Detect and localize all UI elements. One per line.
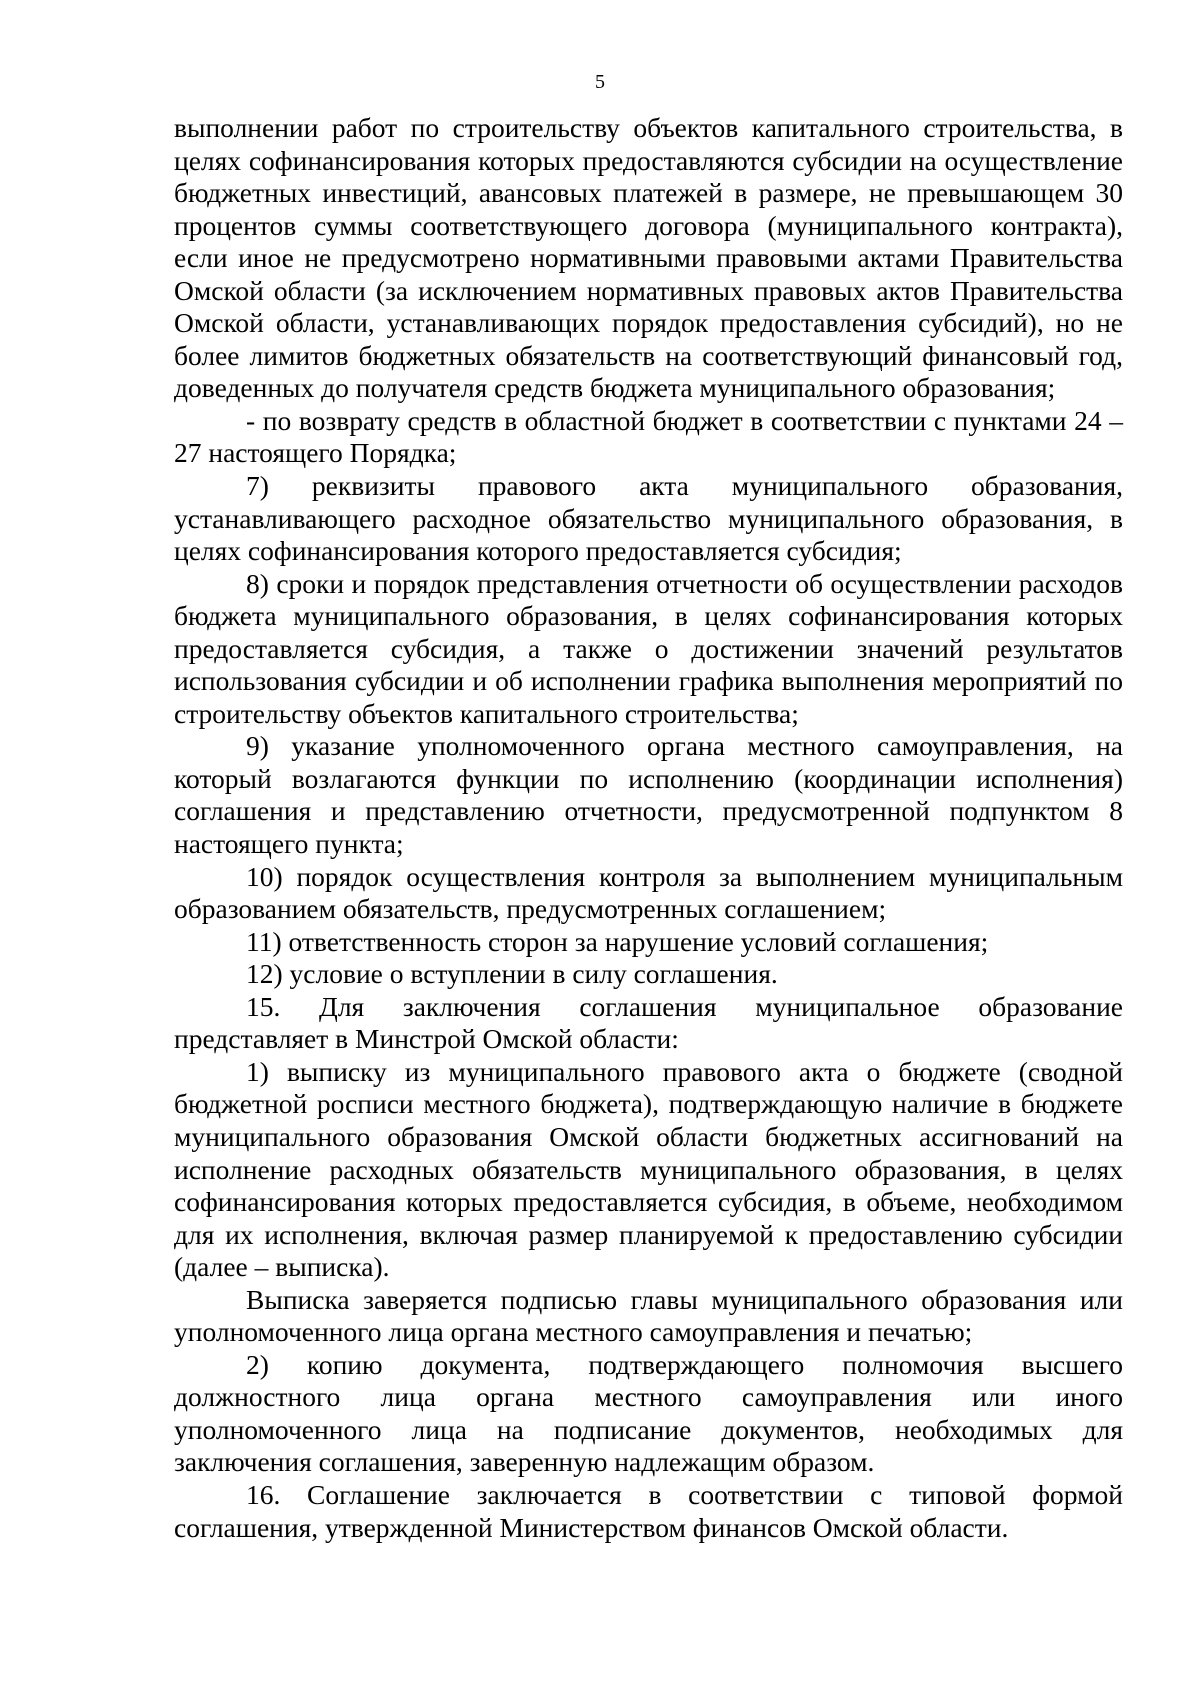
page-number: 5 [595,71,605,93]
paragraph-clause-16: 16. Соглашение заключается в соответствии с типовой формой соглашения, утвержденной Министерством финансов Омской области. [174,1478,1123,1543]
paragraph-return-funds: - по возврату средств в областной бюджет в соответствии с пунктами 24 – 27 настоящего Порядка; [174,404,1123,469]
document-body [174,112,1123,1544]
paragraph-extract-certification: Выписка заверяется подписью главы муниципального образования или уполномоченного лица органа местного самоуправления и печатью; [174,1283,1123,1348]
paragraph-clause-15-item-1: 1) выписку из муниципального правового акта о бюджете (сводной бюджетной росписи местного бюджета), подтверждающую наличие в бюджете муниципального образования Омской области бюджетных ассигнований на исполнение расходных обязательств муниципального образования, в целях софинансирования которых предоставляется субсидия, в объеме, необходимом для их исполнения, включая размер планируемой к предоставлению субсидии (далее – выписка). [174,1055,1123,1283]
paragraph-item-9: 9) указание уполномоченного органа местного самоуправления, на который возлагаются функции по исполнению (координации исполнения) соглашения и представлению отчетности, предусмотренной подпунктом 8 настоящего пункта; [174,730,1123,860]
paragraph-continuation: выполнении работ по строительству объектов капитального строительства, в целях софинансирования которых предоставляются субсидии на осуществление бюджетных инвестиций, авансовых платежей в размере, не превышающем 30 процентов суммы соответствующего договора (муниципального контракта), если иное не предусмотрено нормативными правовыми актами Правительства Омской области (за исключением нормативных правовых актов Правительства Омской области, устанавливающих порядок предоставления субсидий), но не более лимитов бюджетных обязательств на соответствующий финансовый год, доведенных до получателя средств бюджета муниципального образования; [174,112,1123,404]
paragraph-item-8: 8) сроки и порядок представления отчетности об осуществлении расходов бюджета муниципального образования, в целях софинансирования которых предоставляется субсидия, а также о достижении значений результатов использования субсидии и об исполнении графика выполнения мероприятий по строительству объектов капитального строительства; [174,567,1123,729]
paragraph-clause-15-item-2: 2) копию документа, подтверждающего полномочия высшего должностного лица органа местного самоуправления или иного уполномоченного лица на подписание документов, необходимых для заключения соглашения, заверенную надлежащим образом. [174,1348,1123,1478]
paragraph-item-11: 11) ответственность сторон за нарушение условий соглашения; [246,925,989,957]
paragraph-item-12: 12) условие о вступлении в силу соглашения. [246,958,778,990]
paragraph-clause-15: 15. Для заключения соглашения муниципальное образование представляет в Минстрой Омской области: [174,990,1123,1055]
paragraph-item-7: 7) реквизиты правового акта муниципального образования, устанавливающего расходное обязательство муниципального образования, в целях софинансирования которого предоставляется субсидия; [174,470,1123,567]
paragraph-item-10: 10) порядок осуществления контроля за выполнением муниципальным образованием обязательств, предусмотренных соглашением; [174,860,1123,925]
